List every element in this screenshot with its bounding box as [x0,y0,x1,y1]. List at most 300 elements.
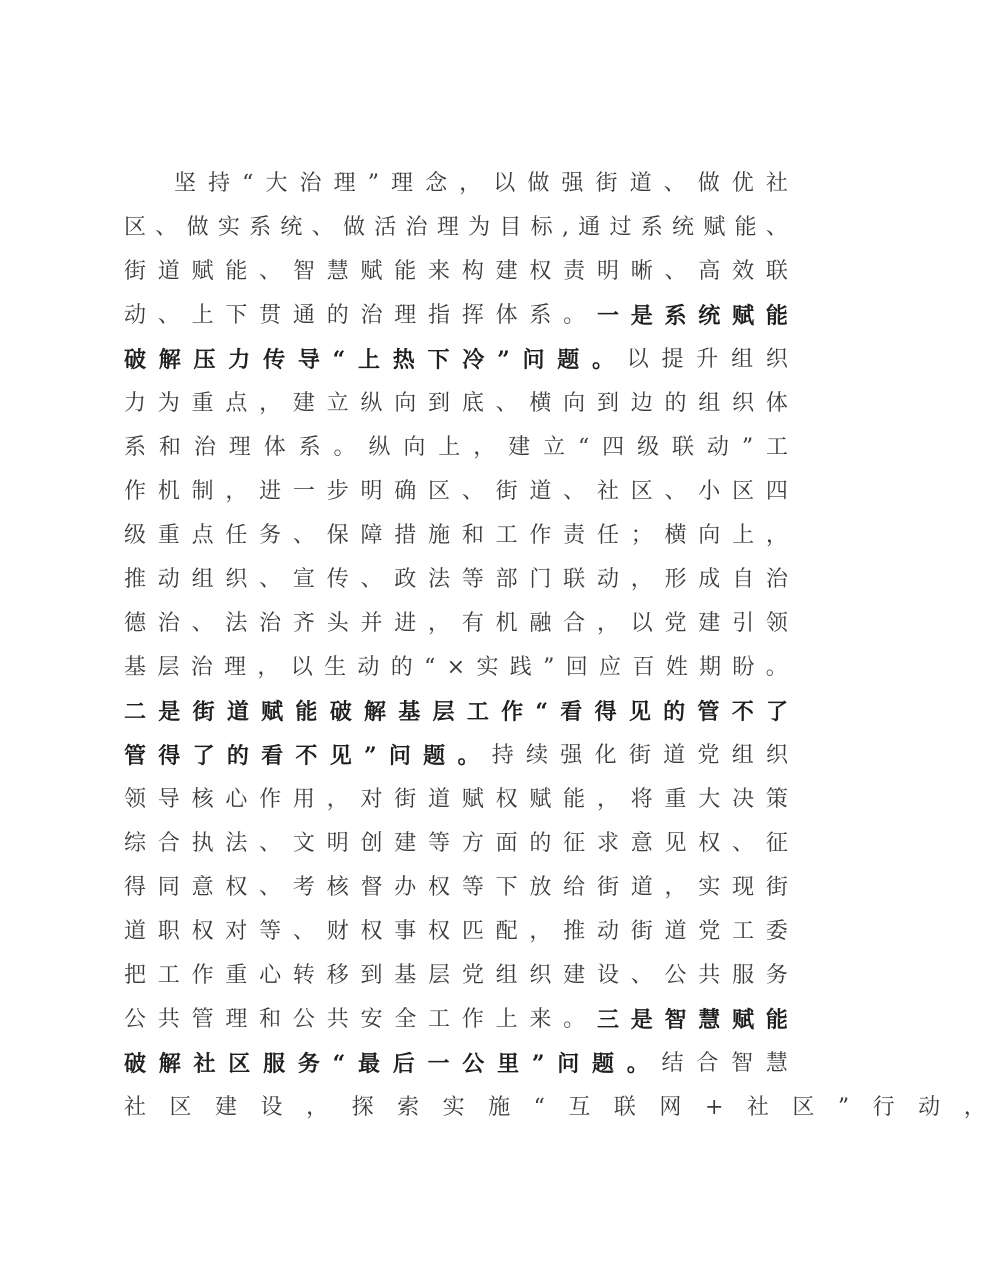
glyph: 有 [461,611,484,636]
glyph: 为 [468,215,491,240]
glyph: 赋 [360,259,383,284]
glyph: 联 [765,259,788,284]
glyph: 挥 [461,303,484,328]
glyph: 权 [225,875,248,900]
bold-glyph: 看 [560,699,583,725]
glyph: 纵 [368,435,391,460]
glyph: 组 [191,567,214,592]
glyph: 宣 [292,567,315,592]
glyph: ， [529,919,552,944]
glyph: 权 [428,919,451,944]
glyph: ， [428,611,451,636]
bold-glyph: 导 [297,347,320,373]
glyph: 制 [191,479,214,504]
glyph: 财 [326,919,349,944]
glyph: 体 [263,435,286,460]
bold-glyph: “ [332,347,346,373]
glyph: 盼 [732,655,755,680]
glyph: 强 [561,171,584,196]
glyph: 大 [265,171,288,196]
bold-glyph: 。 [457,743,480,769]
bold-glyph: 赋 [261,699,284,725]
glyph: 赋 [461,787,484,812]
glyph: 的 [529,831,552,856]
glyph: 贯 [259,303,282,328]
glyph: + [704,1095,724,1120]
glyph: 权 [495,787,518,812]
glyph: 。 [563,1007,586,1032]
glyph: 为 [157,391,180,416]
glyph: 、 [664,479,687,504]
glyph: 级 [124,523,147,548]
glyph: 成 [698,567,721,592]
text-line [124,296,788,336]
glyph: 做 [186,215,209,240]
glyph: 等 [461,875,484,900]
glyph: 匹 [461,919,484,944]
glyph: 等 [428,831,451,856]
glyph: 引 [732,611,755,636]
glyph: 应 [599,655,622,680]
glyph: 化 [594,743,617,768]
glyph: 纵 [360,391,383,416]
glyph: 等 [259,919,282,944]
glyph: 道 [664,919,687,944]
glyph: 公 [664,963,687,988]
glyph: 高 [698,259,721,284]
glyph: 坚 [174,171,197,196]
glyph: 意 [191,875,214,900]
glyph: 督 [360,875,383,900]
bold-glyph: 下 [427,347,450,373]
glyph: 党 [664,611,687,636]
glyph: 动 [918,1095,941,1120]
bold-glyph: 见 [628,699,651,725]
glyph: 重 [191,391,214,416]
glyph: 续 [526,743,549,768]
glyph: 、 [732,831,755,856]
glyph: 社 [124,1095,147,1120]
bold-glyph: 区 [228,1051,251,1077]
glyph: 道 [630,875,653,900]
bold-glyph: 统 [698,303,721,329]
glyph: ， [306,1095,329,1120]
glyph: 一 [292,479,315,504]
bold-glyph: 题 [557,347,580,373]
text-line [124,384,788,424]
glyph: 组 [731,743,754,768]
bold-glyph: 能 [765,303,788,329]
glyph: 基 [124,655,147,680]
text-line [124,912,788,952]
bold-glyph: ” [531,1051,545,1077]
bold-glyph: 题 [423,743,446,769]
glyph: ； [630,523,653,548]
glyph: 上 [191,303,214,328]
bold-glyph: 得 [594,699,617,725]
bold-glyph: ” [497,347,510,373]
glyph: 区 [169,1095,192,1120]
glyph: 等 [461,567,484,592]
bold-glyph: 最 [358,1051,381,1077]
glyph: 施 [488,1095,511,1120]
glyph: 组 [731,347,754,372]
glyph: 道 [428,787,451,812]
bold-glyph: 管 [697,699,720,725]
bold-glyph: 不 [295,743,318,769]
glyph: 网 [659,1095,682,1120]
glyph: 。 [333,435,356,460]
glyph: 治 [157,611,180,636]
glyph: 工 [732,919,755,944]
glyph: 向 [563,391,586,416]
bold-glyph: 是 [158,699,181,725]
glyph: 横 [529,391,552,416]
glyph: 、 [311,215,334,240]
text-line [124,560,788,600]
text-line [124,1044,788,1084]
glyph: 区 [630,479,653,504]
glyph: 征 [765,831,788,856]
glyph: 上 [495,1007,518,1032]
glyph: 头 [326,611,349,636]
glyph: 体 [495,303,518,328]
glyph: 。 [765,655,788,680]
glyph: 组 [698,391,721,416]
glyph: 移 [326,963,349,988]
bold-glyph: 是 [630,303,653,329]
glyph: 责 [563,259,586,284]
glyph: 公 [124,1007,147,1032]
glyph: 升 [696,347,719,372]
bold-glyph: 破 [124,347,147,373]
bold-glyph: 破 [124,1051,147,1077]
bold-glyph: 了 [192,743,215,769]
text-line [124,516,788,556]
bold-glyph: 的 [226,743,249,769]
glyph: 底 [461,391,484,416]
glyph: 作 [124,479,147,504]
glyph: 、 [563,479,586,504]
glyph: 的 [326,303,349,328]
text-line [124,692,788,732]
glyph: 、 [259,567,282,592]
glyph: ， [473,435,496,460]
glyph: 姓 [665,655,688,680]
glyph: 将 [630,787,653,812]
glyph: 机 [157,479,180,504]
bold-glyph: 能 [295,699,318,725]
glyph: 持 [208,171,231,196]
text-line [124,780,788,820]
glyph: 织 [225,567,248,592]
glyph: 系 [298,435,321,460]
bold-glyph: 见 [329,743,352,769]
glyph: 创 [360,831,383,856]
glyph: 职 [157,919,180,944]
glyph: 力 [124,391,147,416]
glyph: 务 [765,963,788,988]
text-line [124,1088,986,1128]
glyph: 、 [630,963,653,988]
bold-glyph: 务 [297,1051,320,1077]
glyph: 放 [529,875,552,900]
text-line [124,1000,788,1040]
glyph: × [446,655,466,680]
glyph: 公 [292,1007,315,1032]
glyph: 联 [671,435,694,460]
glyph: 齐 [292,611,315,636]
glyph: 来 [529,1007,552,1032]
glyph: 优 [731,171,754,196]
glyph: ， [765,523,788,548]
glyph: 核 [191,787,214,812]
glyph: ” [741,435,754,460]
glyph: 治 [190,655,213,680]
text-line [124,648,788,688]
glyph: 建 [563,963,586,988]
bold-glyph: 社 [193,1051,216,1077]
glyph: 街 [630,919,653,944]
glyph: 区 [792,1095,815,1120]
glyph: 大 [698,787,721,812]
glyph: 期 [699,655,722,680]
glyph: 保 [326,523,349,548]
bold-glyph: 力 [228,347,251,373]
bold-glyph: 作 [501,699,524,725]
glyph: 机 [495,611,518,636]
glyph: 到 [596,391,619,416]
glyph: 实 [698,875,721,900]
glyph: 传 [326,567,349,592]
glyph: ” [543,655,555,680]
bold-glyph: 传 [263,347,286,373]
glyph: 道 [629,171,652,196]
glyph: 领 [124,787,147,812]
glyph: 组 [495,963,518,988]
glyph: 明 [326,831,349,856]
bold-glyph: 不 [731,699,754,725]
bold-glyph: 问 [388,743,411,769]
glyph: 和 [158,435,181,460]
glyph: 治 [193,435,216,460]
glyph: 权 [428,875,451,900]
bold-glyph: 上 [358,347,381,373]
glyph: 、 [292,523,315,548]
glyph: 共 [698,963,721,988]
glyph: 并 [360,611,383,636]
glyph: 配 [495,919,518,944]
glyph: 策 [765,787,788,812]
glyph: 做 [527,171,550,196]
glyph: 作 [191,963,214,988]
text-line [124,472,788,512]
bold-glyph: 热 [392,347,415,373]
glyph: 委 [765,919,788,944]
glyph: 。 [563,303,586,328]
glyph: 建 [215,1095,238,1120]
bold-glyph: 看 [261,743,284,769]
glyph: 区 [428,479,451,504]
text-line [174,164,788,204]
glyph: ” [837,1095,850,1120]
glyph: 百 [632,655,655,680]
bold-glyph: 。 [592,347,615,373]
glyph: ， [664,875,687,900]
glyph: 共 [157,1007,180,1032]
bold-glyph: 得 [158,743,181,769]
glyph: 工 [157,963,180,988]
glyph: ， [326,787,349,812]
glyph: 法 [428,567,451,592]
bold-glyph: 系 [664,303,687,329]
glyph: 理 [394,303,417,328]
glyph: 理 [224,655,247,680]
glyph: 下 [225,303,248,328]
glyph: 点 [225,391,248,416]
glyph: 、 [191,611,214,636]
glyph: 施 [428,523,451,548]
glyph: 效 [732,259,755,284]
glyph: 管 [191,1007,214,1032]
glyph: 权 [360,919,383,944]
glyph: 持 [491,743,514,768]
glyph: ， [259,391,282,416]
text-line [124,868,788,908]
glyph: 层 [157,655,180,680]
glyph: 治 [405,215,428,240]
glyph: ， [630,567,653,592]
glyph: 立 [326,391,349,416]
bold-glyph: 一 [427,1051,450,1077]
glyph: 晰 [630,259,653,284]
glyph: 确 [394,479,417,504]
glyph: 社 [596,479,619,504]
glyph: 实 [476,655,499,680]
glyph: 合 [563,611,586,636]
bold-glyph: 一 [596,303,619,329]
glyph: 面 [495,831,518,856]
glyph: 能 [563,787,586,812]
glyph: ” [367,171,379,196]
bold-glyph: 的 [663,699,686,725]
glyph: 现 [732,875,755,900]
glyph: 门 [529,567,552,592]
glyph: 系 [249,215,272,240]
glyph: 生 [324,655,347,680]
glyph: , [561,215,569,240]
glyph: 强 [560,743,583,768]
bold-glyph: 二 [124,699,147,725]
glyph: 区 [732,479,755,504]
glyph: 任 [596,523,619,548]
glyph: 治 [360,303,383,328]
text-line [124,428,788,468]
glyph: 、 [259,875,282,900]
glyph: 索 [397,1095,420,1120]
glyph: 核 [326,875,349,900]
glyph: 用 [292,787,315,812]
glyph: 提 [661,347,684,372]
glyph: 统 [672,215,695,240]
bold-glyph: 了 [765,699,788,725]
glyph: 街 [124,259,147,284]
text-line [124,604,788,644]
glyph: 动 [357,655,380,680]
glyph: 立 [543,435,566,460]
glyph: 通 [292,303,315,328]
glyph: 做 [697,171,720,196]
glyph: 责 [563,523,586,548]
glyph: 求 [596,831,619,856]
glyph: 明 [360,479,383,504]
glyph: ， [963,1095,986,1120]
glyph: 全 [394,1007,417,1032]
bold-glyph: 公 [462,1051,485,1077]
glyph: 得 [124,875,147,900]
glyph: 、 [765,215,788,240]
bold-glyph: 智 [664,1007,687,1033]
glyph: 到 [360,963,383,988]
text-line [124,340,788,380]
bold-glyph: “ [332,1051,346,1077]
glyph: 党 [697,743,720,768]
glyph: 社 [765,171,788,196]
glyph: 智 [292,259,315,284]
glyph: 慧 [765,1051,788,1076]
glyph: 道 [157,259,180,284]
glyph: 做 [342,215,365,240]
glyph: 街 [595,171,618,196]
bold-glyph: 解 [158,347,181,373]
glyph: 工 [765,435,788,460]
glyph: 动 [596,919,619,944]
glyph: 给 [563,875,586,900]
glyph: 自 [732,567,755,592]
glyph: 设 [596,963,619,988]
glyph: 和 [461,523,484,548]
glyph: 以 [493,171,516,196]
glyph: ， [459,171,482,196]
glyph: 建 [508,435,531,460]
glyph: “ [424,655,436,680]
glyph: 、 [292,919,315,944]
glyph: 、 [157,303,180,328]
glyph: 推 [563,919,586,944]
bold-glyph: 基 [398,699,421,725]
glyph: 智 [731,1051,754,1076]
glyph: 党 [461,963,484,988]
glyph: 方 [461,831,484,856]
glyph: 联 [613,1095,636,1120]
glyph: 设 [260,1095,283,1120]
glyph: 实 [217,215,240,240]
glyph: 法 [225,611,248,636]
glyph: 念 [425,171,448,196]
glyph: 联 [563,567,586,592]
glyph: 党 [698,919,721,944]
glyph: 过 [609,215,632,240]
glyph: 工 [495,523,518,548]
glyph: 道 [663,743,686,768]
glyph: ， [596,787,619,812]
glyph: 部 [495,567,518,592]
bold-glyph: 道 [226,699,249,725]
glyph: 互 [568,1095,591,1120]
glyph: 动 [124,303,147,328]
glyph: 边 [630,391,653,416]
glyph: 以 [630,611,653,636]
